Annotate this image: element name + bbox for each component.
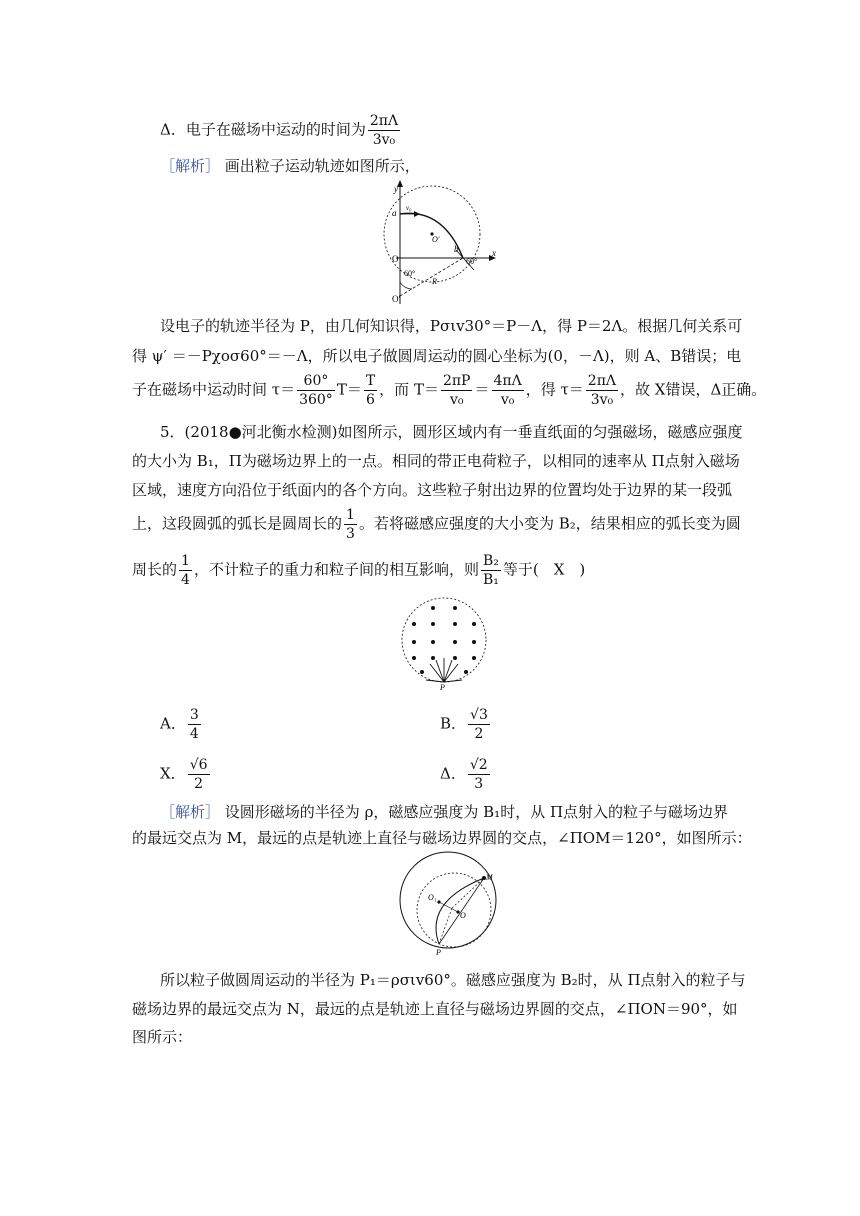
label-a: a [392,208,397,218]
label-R: R [432,277,437,286]
q5-line4: 上，这段圆弧的弧长是圆周长的 $\frac{1}{3}$ 。若将磁感应强度的大小变为 B₂，结果相应的弧长变为圆 [132,507,741,542]
para1-line1: 设电子的轨迹半径为 P，由几何知识得，Pσιv30°＝P－Λ，得 P＝2Λ。根据几何关系可 [160,317,743,335]
center-O1-dot [437,900,440,903]
label-y: y [394,184,398,194]
analysis2-line2: 的最远交点为 M，最远的点是轨迹上直径与磁场边界圆的交点，∠ΠOM＝120°，如图所示： [132,829,752,847]
analysis-text: 画出粒子运动轨迹如图所示， [224,157,420,175]
para3-line1: 所以粒子做圆周运动的半径为 P₁＝ρσιv60°。磁感应强度为 B₂时，从 Π点射入的粒子与 [160,971,746,989]
option-d-prev [160,112,402,149]
q5-line3: 区域，速度方向沿位于纸面内的各个方向。这些粒子射出边界的位置均处于边界的某一段弧 [132,481,733,499]
para3-line3: 图所示： [132,1028,193,1046]
label-b: b [454,244,459,254]
q5-line2: 的大小为 B₁，Π为磁场边界上的一点。相同的带正电荷粒子，以相同的速率从 Π点射入磁场 [132,452,740,470]
option-a[interactable]: A． $\frac{3}{4}$ [160,707,199,742]
label-M: M [486,873,493,882]
figure-max-intersection [394,852,514,958]
para3-line2: 磁场边界的最远交点为 N，最远的点是轨迹上直径与磁场边界圆的交点，∠ΠON＝90°，如 [132,1000,738,1018]
label-angle-1: 60° [404,269,416,278]
label-O1: O₁ [428,893,437,902]
label-angle-2: 60° [466,257,478,266]
analysis2-line1: ［解析］ 设圆形磁场的半径为 ρ，磁感应强度为 B₁时，从 Π点射入的粒子与磁场边界 [160,803,729,821]
option-c[interactable]: X． $\frac{√6}{2}$ [160,757,208,792]
label-x: x [492,248,496,258]
analysis-tag: ［解析］ [160,157,221,175]
option-d[interactable]: Δ． $\frac{√2}{3}$ [440,757,488,792]
label-O-prime: O′ [432,235,440,244]
analysis-1 [160,156,420,176]
label-P: P [436,948,441,957]
para1-line3: 子在磁场中运动时间 τ＝ $\frac{60^\circ}{360^\circ}$ T＝ $\frac{T}{6}$ ，而 T＝ $\frac{2\pi P}{\text{v₀}}$ ＝ $\frac{4\pi\Lambda}{\text{v₀}}$ ，得 τ＝ $\frac{2\pi\Lambda}{\text{3v₀}}$ ，故 X错误，Δ正确。 [132,373,767,408]
velocity-arrows [426,658,462,682]
figure-circular-field [400,598,500,690]
option-text: Δ．电子在磁场中运动的时间为 [160,120,366,139]
fraction: $\frac{2\pi\Lambda}{\text{3v₀}}$ [369,113,399,148]
option-b[interactable]: B． $\frac{√3}{2}$ [440,707,488,742]
figure-electron-trajectory [388,178,508,308]
label-O-prime-2: O′ [392,294,401,304]
q5-line5: 周长的 $\frac{1}{4}$ ，不计粒子的重力和粒子间的相互影响，则 $\frac{\text{B₂}}{\text{B₁}}$ 等于( X ) [132,553,586,588]
analysis-tag: ［解析］ [160,803,221,821]
para1-line2: 得 ψ′ ＝－Pχoσ60°＝－Λ，所以电子做圆周运动的圆心坐标为(0，－Λ)，则 A、B错误；电 [132,347,742,365]
label-v0: v₀ [406,204,412,212]
label-P: P [440,683,445,692]
label-O: O [392,254,399,264]
q5-line1: 5．(2018●河北衡水检测)如图所示，圆形区域内有一垂直纸面的匀强磁场，磁感应强度 [160,423,743,441]
label-O: O [460,911,466,920]
